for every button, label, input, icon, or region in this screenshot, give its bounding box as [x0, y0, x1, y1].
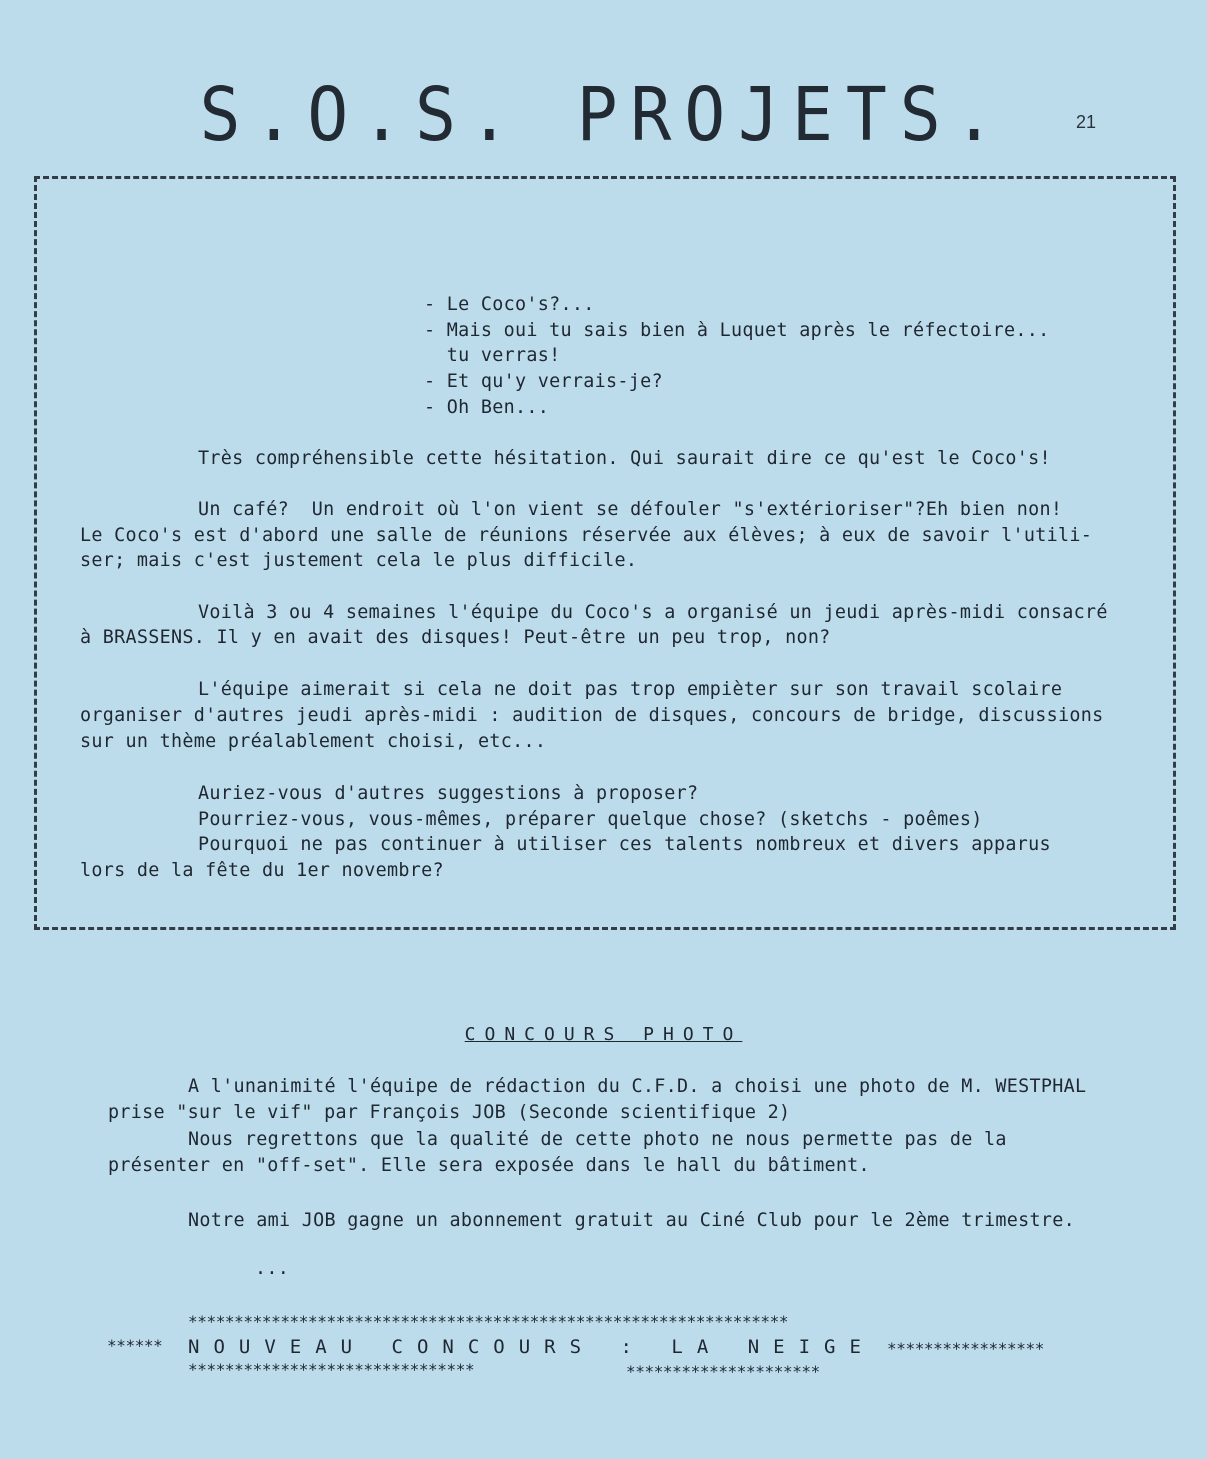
paragraph-line: Pourquoi ne pas continuer à utiliser ces talents nombreux et divers apparus: [198, 834, 1051, 855]
paragraph-line: Notre ami JOB gagne un abonnement gratuit au Ciné Club pour le 2ème trimestre.: [188, 1210, 1076, 1231]
paragraph-line: prise "sur le vif" par François JOB (Seconde scientifique 2): [108, 1102, 791, 1123]
paragraph-line: présenter en "off-set". Elle sera exposée dans le hall du bâtiment.: [108, 1155, 870, 1176]
stars-left: ******: [107, 1336, 163, 1355]
paragraph-line: lors de la fête du 1er novembre?: [80, 860, 444, 881]
paragraph-line: organiser d'autres jeudi après-midi : audition de disques, concours de bridge, discussions: [80, 705, 1104, 726]
paragraph-line: à BRASSENS. Il y en avait des disques! Peut-être un peu trop, non?: [80, 627, 831, 648]
banner-separator: :: [620, 1336, 646, 1358]
stars-row-top: *****************************************************************: [188, 1312, 789, 1331]
paragraph-line: Auriez-vous d'autres suggestions à proposer?: [198, 783, 699, 804]
dialogue-line: - Oh Ben...: [424, 397, 550, 418]
dialogue-line: - Mais oui tu sais bien à Luquet après le réfectoire...: [424, 320, 1050, 341]
dialogue-line: tu verras!: [424, 345, 561, 366]
page-number: 21: [1076, 112, 1097, 132]
ellipsis: ...: [255, 1258, 290, 1279]
new-contest-banner: [188, 1336, 875, 1358]
dialogue-line: - Le Coco's?...: [424, 294, 595, 315]
paragraph-line: Pourriez-vous, vous-mêmes, préparer quelque chose? (sketchs - poêmes): [198, 809, 983, 830]
paragraph-line: ser; mais c'est justement cela le plus difficile.: [80, 550, 638, 571]
dialogue-line: - Et qu'y verrais-je?: [424, 371, 663, 392]
paragraph-line: sur un thème préalablement choisi, etc...: [80, 731, 547, 752]
paragraph-line: Le Coco's est d'abord une salle de réunions réservée aux élèves; à eux de savoir l'utili-: [80, 525, 1093, 546]
paragraph-line: Voilà 3 ou 4 semaines l'équipe du Coco's a organisé un jeudi après-midi consacré: [198, 602, 1108, 623]
new-contest-label: NOUVEAU CONCOURS: [188, 1336, 596, 1358]
stars-row-bottom-right: *********************: [626, 1362, 820, 1381]
paragraph-line: Un café? Un endroit où l'on vient se défouler "s'extérioriser"?Eh bien non!: [198, 499, 1063, 520]
new-contest-subject: LA NEIGE: [671, 1336, 875, 1358]
paragraph-line: L'équipe aimerait si cela ne doit pas trop empièter sur son travail scolaire: [198, 679, 1063, 700]
paragraph-line: Très compréhensible cette hésitation. Qui saurait dire ce qu'est le Coco's!: [198, 448, 1051, 469]
paragraph-line: A l'unanimité l'équipe de rédaction du C.F.D. a choisi une photo de M. WESTPHAL: [188, 1076, 1087, 1097]
section-heading: CONCOURS PHOTO: [464, 1024, 743, 1045]
page-title: S.O.S. PROJETS.: [199, 72, 1008, 158]
stars-right: *****************: [887, 1339, 1044, 1358]
stars-row-bottom-left: *******************************: [188, 1360, 475, 1379]
paragraph-line: Nous regrettons que la qualité de cette photo ne nous permette pas de la: [188, 1129, 1007, 1150]
